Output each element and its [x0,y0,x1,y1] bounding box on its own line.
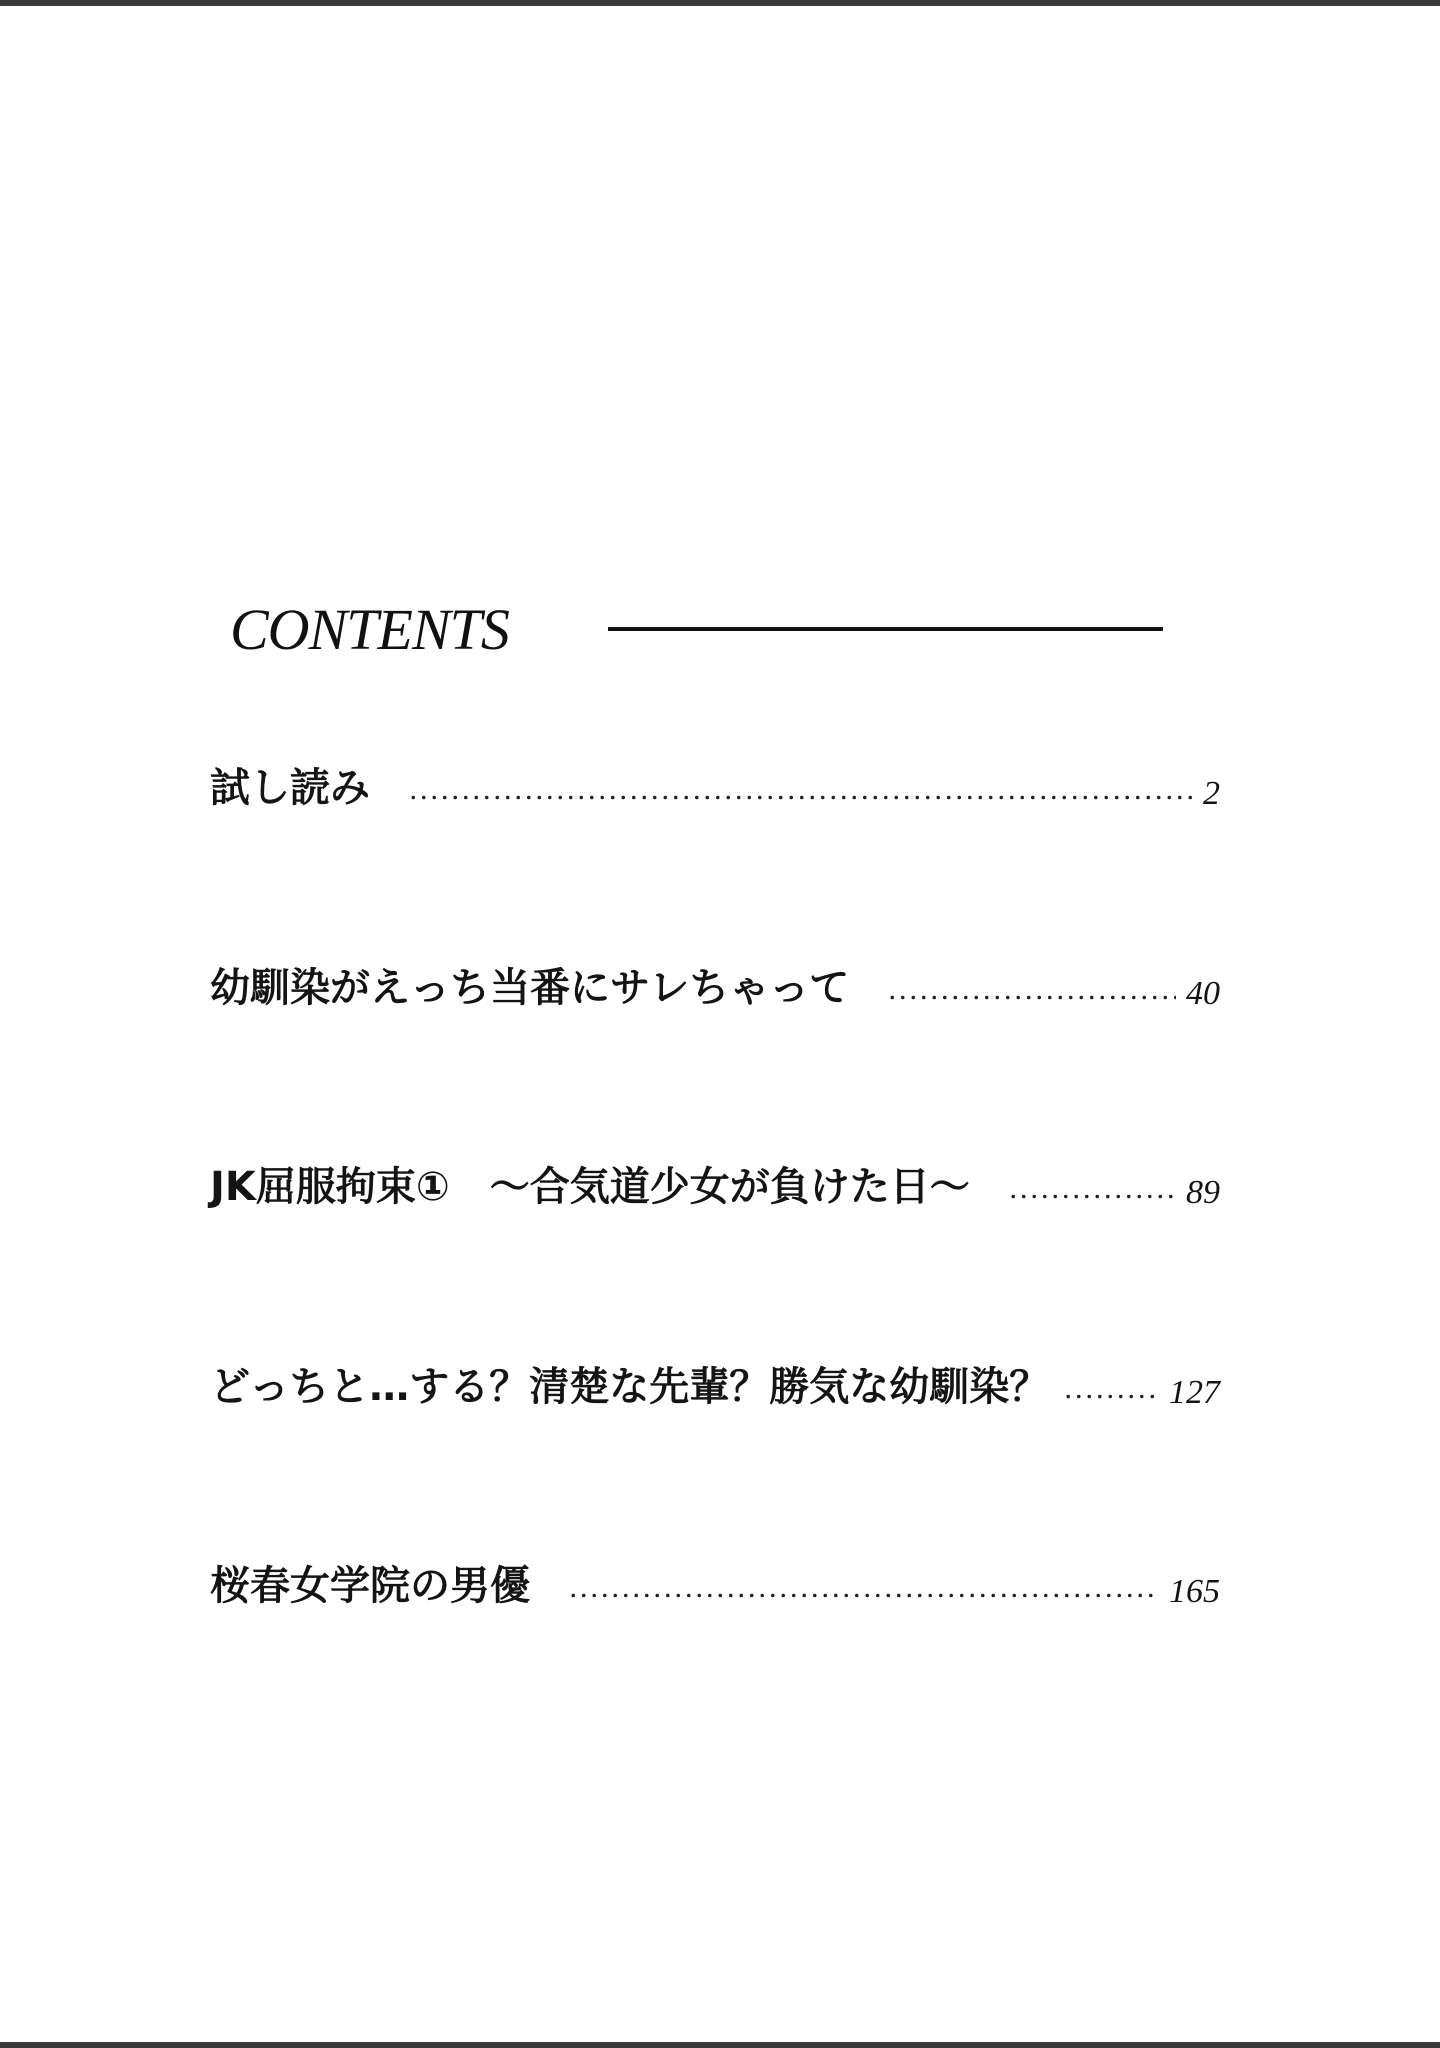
dot-leader [1008,1194,1176,1199]
toc-entry-page: 89 [1186,1174,1220,1211]
bottom-border [0,2042,1440,2048]
dot-leader [1063,1394,1159,1399]
toc-entry-title: 幼馴染がえっち当番にサレちゃって [210,965,850,1011]
dot-leader [887,995,1176,1000]
toc-entry-2[interactable] [210,953,1220,1023]
toc-entry-title: どっちと…する？清楚な先輩？勝気な幼馴染？ [210,1364,1050,1410]
toc-entry-title: JK屈服拘束① ～合気道少女が負けた日～ [210,1164,970,1210]
toc-entry-1[interactable] [210,753,1220,823]
toc-entry-page: 2 [1203,775,1220,812]
toc-entry-page: 165 [1169,1573,1220,1610]
contents-title: CONTENTS [230,597,509,662]
toc-entry-4[interactable] [210,1352,1220,1422]
toc-entry-page: 40 [1186,975,1220,1012]
toc-entry-page: 127 [1169,1374,1220,1411]
toc-entry-5[interactable] [210,1551,1220,1621]
dot-leader [408,795,1193,800]
dot-leader [568,1593,1159,1598]
toc-entry-title: 桜春女学院の男優 [210,1563,530,1609]
toc-entry-3[interactable] [210,1152,1220,1222]
toc-entry-title: 試し読み [210,765,370,811]
